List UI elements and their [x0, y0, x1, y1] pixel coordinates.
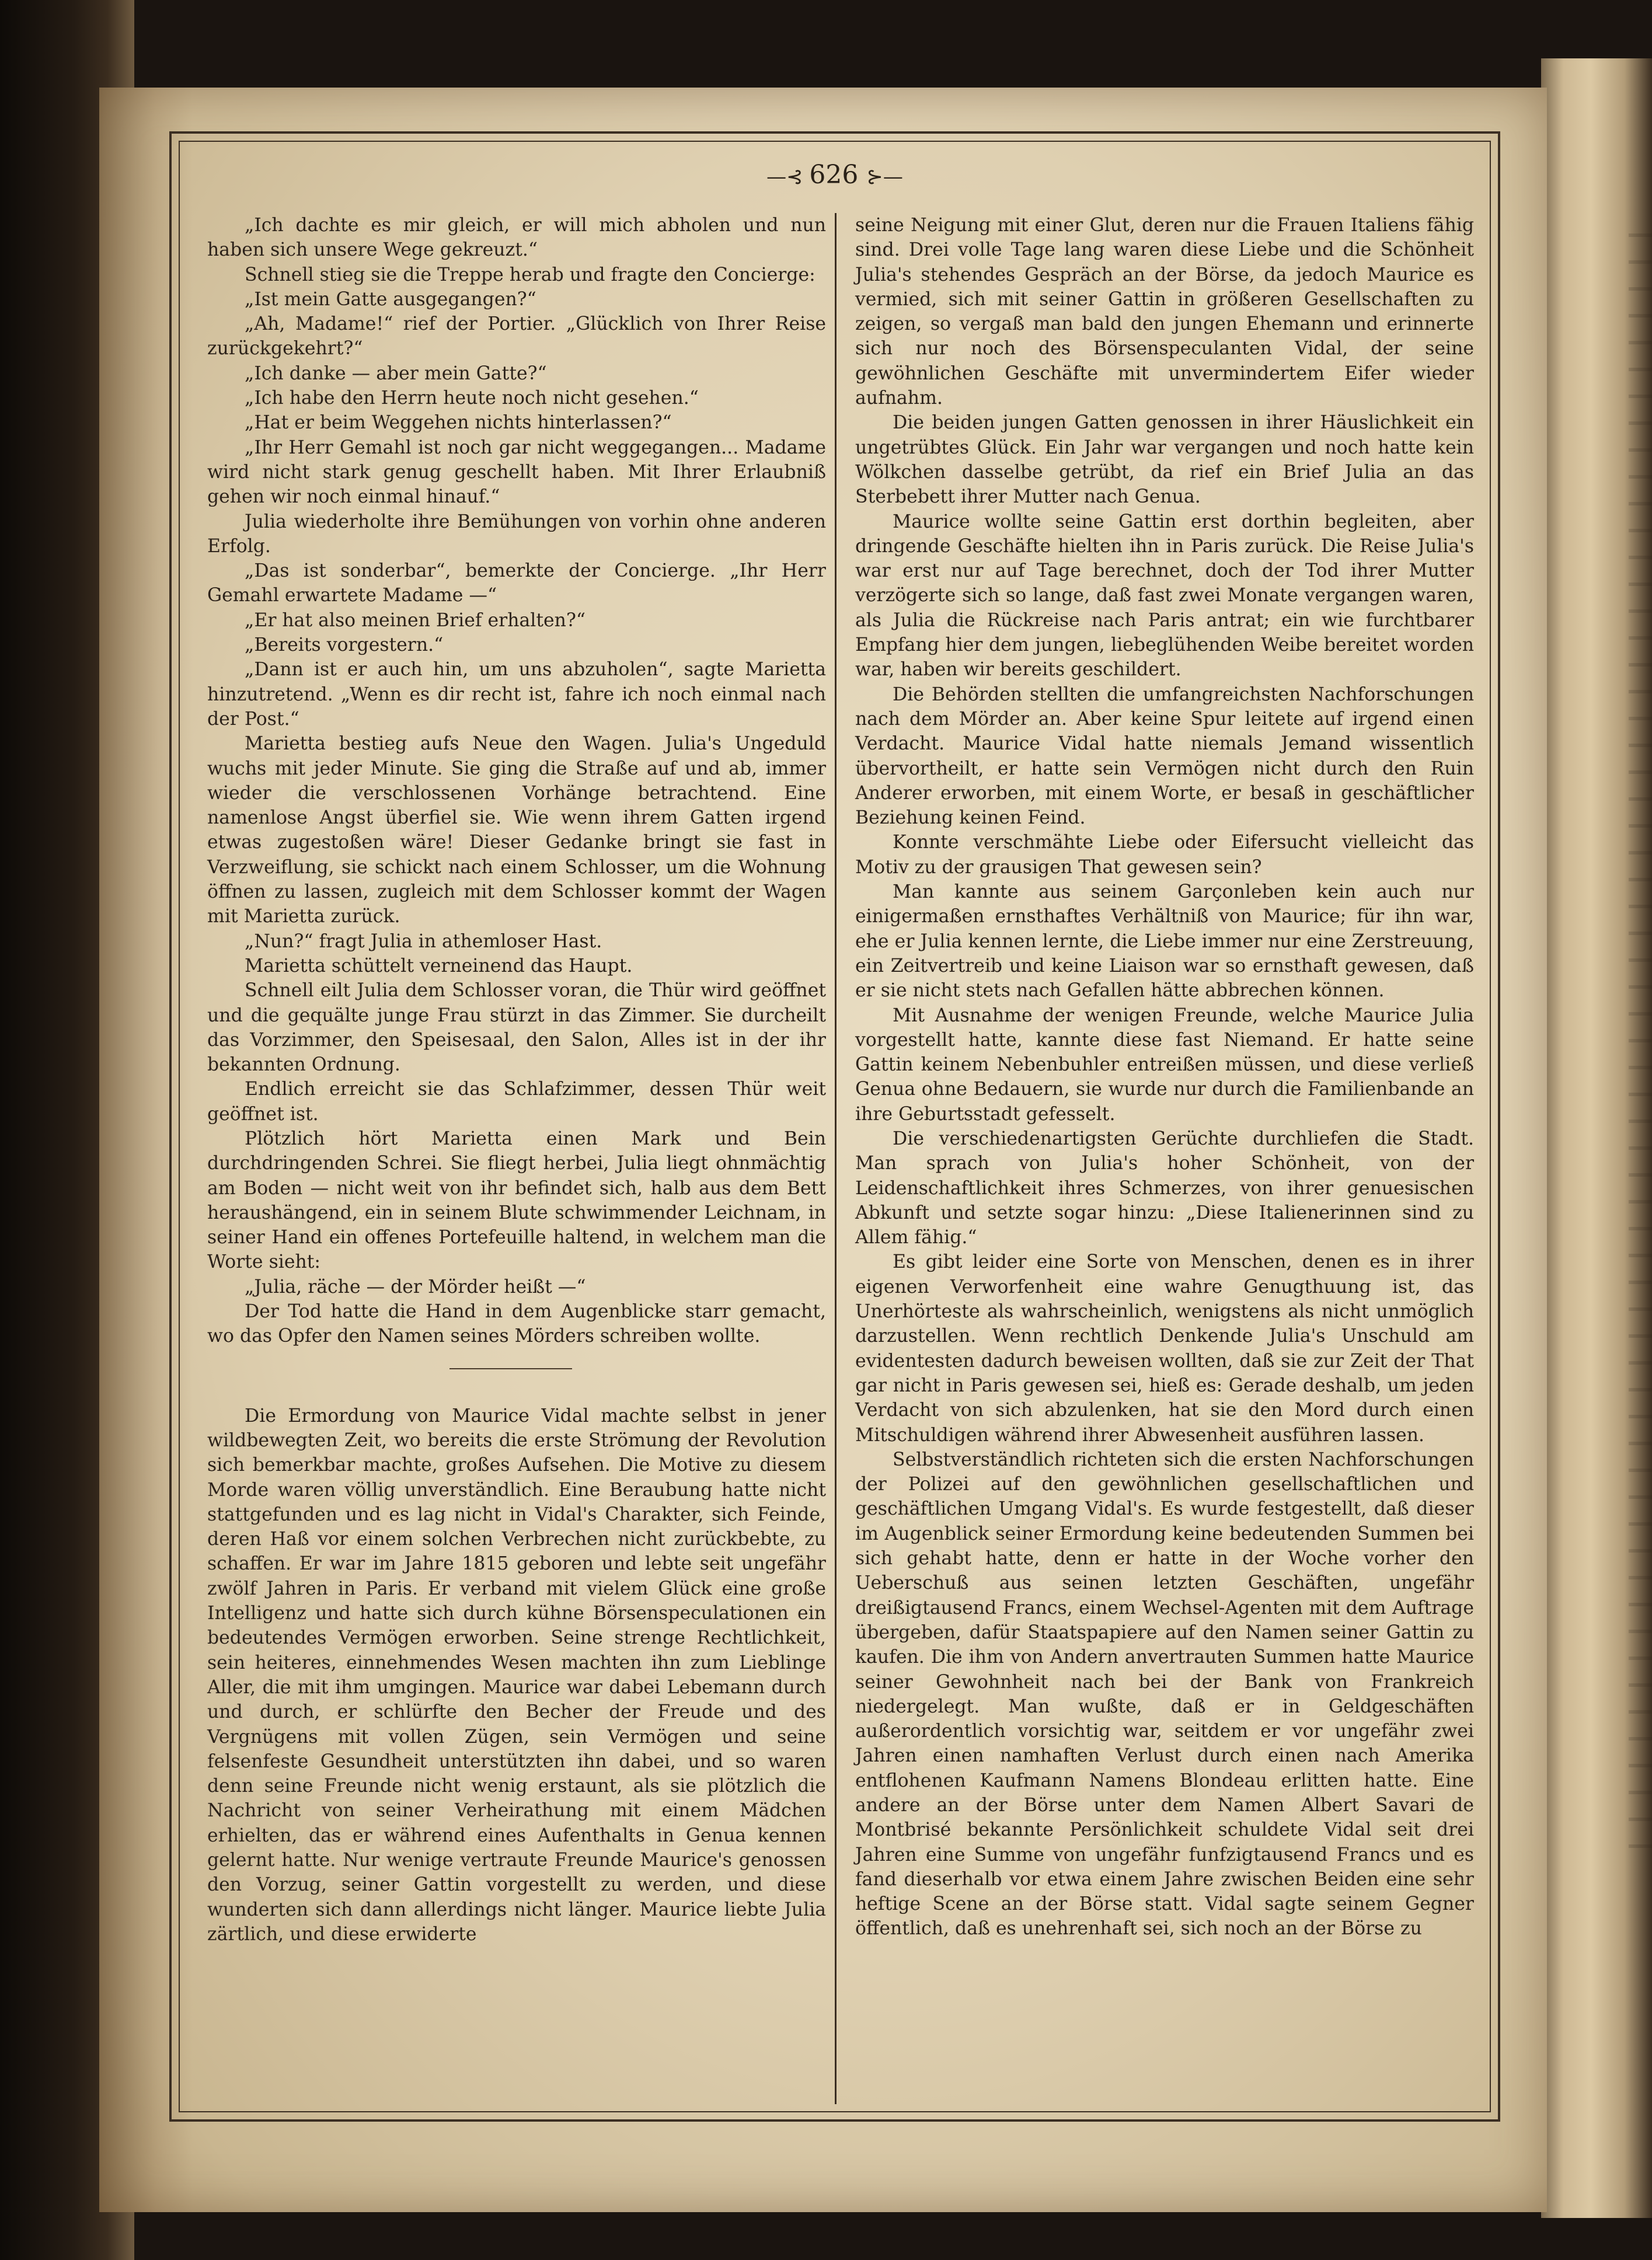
page-number: 626 [809, 160, 859, 190]
ornament-right-icon: ⊱— [866, 165, 903, 189]
paragraph: Die beiden jungen Gatten genossen in ihrer Häuslichkeit ein ungetrübtes Glück. Ein Jahr war vergangen und noch hatte kein Wölkchen dasselbe getrübt, da rief ein Brief Julia an das Sterbebett ihrer Mutter nach Genua. [855, 412, 1474, 508]
paragraph: „Ich danke — aber mein Gatte?“ [245, 362, 547, 384]
paragraph: Selbstverständlich richteten sich die ersten Nachforschungen der Polizei auf den gewöhnlichen gesellschaftlichen und geschäftlichen Umgang Vidal's. Es wurde festgestellt, daß dieser im Augenblick seiner Ermordung keine bedeutenden Summen bei sich gehabt hatte, denn er hatte in der Woche vorher den Ueberschuß aus seinen letzten Geschäften, ungefähr dreißigtausend Francs, einem Wechsel-Agenten mit dem Auftrage übergeben, dafür Staatspapiere auf den Namen seiner Gattin zu kaufen. Die ihm von Andern anvertrauten Summen hatte Maurice seiner Gewohnheit nach bei der Bank von Frankreich niedergelegt. Man wußte, daß er in Geldgeschäften außerordentlich vorsichtig war, seitdem er vor ungefähr zwei Jahren einen namhaften Verlust durch einen nach Amerika entflohenen Kaufmann Namens Blondeau erlitten hatte. Eine andere an der Börse unter dem Namen Albert Savari de Montbrisé bekannte Persönlichkeit schuldete Vidal seit drei Jahren eine Summe von ungefähr funfzigtausend Francs und es fand dieserhalb vor etwa einem Jahre zwischen Beiden eine sehr heftige Scene an der Börse statt. Vidal sagte seinem Gegner öffentlich, daß es unehrenhaft sei, sich noch an der Börse zu [855, 1449, 1474, 1940]
paragraph: Die verschiedenartigsten Gerüchte durchliefen die Stadt. Man sprach von Julia's hoher Schönheit, von der Leidenschaftlichkeit ihres Schmerzes, von ihrer genuesischen Abkunft und setzte sogar hinzu: „Diese Italienerinnen sind zu Allem fähig.“ [855, 1128, 1474, 1248]
paragraph: Julia wiederholte ihre Bemühungen von vorhin ohne anderen Erfolg. [207, 511, 826, 557]
paragraph: „Ich dachte es mir gleich, er will mich abholen und nun haben sich unsere Wege gekreuzt.“ [207, 215, 826, 261]
paragraph: „Bereits vorgestern.“ [245, 634, 444, 656]
paragraph: Die Behörden stellten die umfangreichsten Nachforschungen nach dem Mörder an. Aber keine Spur leitete auf irgend einen Verdacht. Maurice Vidal hatte niemals Jemand wissentlich übervortheilt, er hatte sein Vermögen nicht durch den Ruin Anderer erworben, mit einem Worte, er besaß in geschäftlicher Beziehung keinen Feind. [855, 683, 1474, 829]
paragraph: Endlich erreicht sie das Schlafzimmer, dessen Thür weit geöffnet ist. [207, 1079, 826, 1125]
paragraph: Marietta bestieg aufs Neue den Wagen. Julia's Ungeduld wuchs mit jeder Minute. Sie ging die Straße auf und ab, immer wieder die verschlossenen Vorhänge betrachtend. Eine namenlose Angst überfiel sie. Wie wenn ihrem Gatten irgend etwas zugestoßen wäre! Dieser Gedanke bringt sie fast in Verzweiflung, sie schickt nach einem Schlosser, um die Wohnung öffnen zu lassen, zugleich mit dem Schlosser kommt der Wagen mit Marietta zurück. [207, 733, 826, 927]
paragraph: „Julia, räche — der Mörder heißt —“ [245, 1276, 586, 1298]
separator-rule [449, 1368, 572, 1369]
section-separator [207, 1349, 826, 1383]
paragraph: „Er hat also meinen Brief erhalten?“ [245, 609, 585, 631]
adjacent-page-sliver [1629, 233, 1652, 1868]
column-divider [835, 213, 837, 2104]
paragraph: „Ich habe den Herrn heute noch nicht gesehen.“ [245, 388, 699, 409]
paragraph: „Hat er beim Weggehen nichts hinterlassen?“ [245, 412, 672, 434]
left-column [207, 213, 826, 1947]
paragraph: seine Neigung mit einer Glut, deren nur die Frauen Italiens fähig sind. Drei volle Tage lang waren diese Liebe und die Schönheit Julia's stehendes Gespräch an der Börse, da jedoch Maurice es vermied, sich mit seiner Gattin in größeren Gesellschaften zu zeigen, so vergaß man bald den jungen Ehemann und erinnerte sich nur noch des Börsenspeculanten Vidal, der seine gewöhnlichen Geschäfte mit unvermindertem Eifer wieder aufnahm. [855, 215, 1474, 409]
paragraph: Konnte verschmähte Liebe oder Eifersucht vielleicht das Motiv zu der grausigen That gewesen sein? [855, 832, 1474, 878]
paragraph: Man kannte aus seinem Garçonleben kein auch nur einigermaßen ernsthaftes Verhältniß von Maurice; für ihn war, ehe er Julia kennen lernte, die Liebe immer nur eine Zerstreuung, ein Zeitvertreib und keine Liaison war so ernsthaft gewesen, daß er sie nicht stets nach Gefallen hätte abbrechen können. [855, 881, 1474, 1002]
page-header [169, 152, 1500, 198]
paragraph: Die Ermordung von Maurice Vidal machte selbst in jener wildbewegten Zeit, wo bereits die erste Strömung der Revolution sich bemerkbar machte, großes Aufsehen. Die Motive zu diesem Morde waren völlig unverständlich. Eine Beraubung hatte nicht stattgefunden und es lag nicht in Vidal's Charakter, sich Feinde, deren Haß vor einem solchen Verbrechen nicht zurückbebte, zu schaffen. Er war im Jahre 1815 geboren und lebte seit ungefähr zwölf Jahren in Paris. Er verband mit vielem Glück eine große Intelligenz und hatte sich durch kühne Börsenspeculationen ein bedeutendes Vermögen erworben. Seine strenge Rechtlichkeit, sein heiteres, einnehmendes Wesen machten ihn zum Lieblinge Aller, die mit ihm umgingen. Maurice war dabei Lebemann durch und durch, er schlürfte den Becher der Freude und des Vergnügens mit vollen Zügen, sein Vermögen und seine felsenfeste Gesundheit unterstützten ihn dabei, und so waren denn seine Freunde nicht wenig erstaunt, als sie plötzlich die Nachricht von seiner Verheirathung mit einem Mädchen erhielten, das er während eines Aufenthalts in Genua kennen gelernt hatte. Nur wenige vertraute Freunde Maurice's genossen den Vorzug, seiner Gattin vorgestellt zu werden, und diese wunderten sich dann allerdings nicht länger. Maurice liebte Julia zärtlich, und diese erwiderte [207, 1405, 826, 1945]
ornament-left-icon: —⊰ [766, 165, 810, 189]
paragraph: „Nun?“ fragt Julia in athemloser Hast. [245, 930, 602, 952]
paragraph: „Ist mein Gatte ausgegangen?“ [245, 288, 536, 310]
paragraph: Maurice wollte seine Gattin erst dorthin begleiten, aber dringende Geschäfte hielten ihn in Paris zurück. Die Reise Julia's war erst nur auf Tage berechnet, doch der Tod ihrer Mutter verzögerte sich so lange, daß fast zwei Monate vergangen waren, als Julia die Rückreise nach Paris antrat; ein wie furchtbarer Empfang hier dem jungen, liebeglühenden Weibe bereitet worden war, haben wir bereits geschildert. [855, 511, 1474, 681]
paragraph: Es gibt leider eine Sorte von Menschen, denen es in ihrer eigenen Verworfenheit eine wahre Genugthuung ist, das Unerhörteste als wahrscheinlich, wenigstens als nicht unmöglich darzustellen. Wenn rechtlich Denkende Julia's Unschuld am evidentesten dadurch beweisen wollten, daß sie zur Zeit der That gar nicht in Paris gewesen sei, hieß es: Gerade deshalb, um jeden Verdacht von sich abzulenken, hat sie den Mord durch einen Mitschuldigen während ihrer Abwesenheit ausführen lassen. [855, 1251, 1474, 1446]
paragraph: Marietta schüttelt verneinend das Haupt. [245, 955, 633, 976]
paragraph: „Ihr Herr Gemahl ist noch gar nicht weggegangen... Madame wird nicht stark genug geschellt haben. Mit Ihrer Erlaubniß gehen wir noch einmal hinauf.“ [207, 437, 826, 508]
paragraph: Schnell eilt Julia dem Schlosser voran, die Thür wird geöffnet und die gequälte junge Frau stürzt in das Zimmer. Sie durcheilt das Vorzimmer, den Speisesaal, den Salon, Alles ist in der ihr bekannten Ordnung. [207, 980, 826, 1076]
paragraph: „Das ist sonderbar“, bemerkte der Concierge. „Ihr Herr Gemahl erwartete Madame —“ [207, 560, 826, 606]
paragraph: Schnell stieg sie die Treppe herab und fragte den Concierge: [245, 264, 815, 285]
right-column [855, 213, 1474, 1941]
paragraph: Mit Ausnahme der wenigen Freunde, welche Maurice Julia vorgestellt hatte, kannte diese fast Niemand. Er hatte seine Gattin keinem Nebenbuhler entreißen müssen, und diese verließ Genua ohne Bedauern, sie wurde nur durch die Familienbande an ihre Geburtsstadt gefesselt. [855, 1005, 1474, 1125]
spacer [207, 1383, 826, 1404]
paragraph: Der Tod hatte die Hand in dem Augenblicke starr gemacht, wo das Opfer den Namen seines Mörders schreiben wollte. [207, 1301, 826, 1347]
book-page [99, 88, 1547, 2212]
paragraph: „Dann ist er auch hin, um uns abzuholen“, sagte Marietta hinzutretend. „Wenn es dir recht ist, fahre ich noch einmal nach der Post.“ [207, 659, 826, 730]
paragraph: Plötzlich hört Marietta einen Mark und Bein durchdringenden Schrei. Sie fliegt herbei, Julia liegt ohnmächtig am Boden — nicht weit von ihr befindet sich, halb aus dem Bett heraushängend, ein in seinem Blute schwimmender Leichnam, in seiner Hand ein offenes Portefeuille haltend, in welchem man die Worte sieht: [207, 1128, 826, 1273]
paragraph: „Ah, Madame!“ rief der Portier. „Glücklich von Ihrer Reise zurückgekehrt?“ [207, 313, 826, 360]
